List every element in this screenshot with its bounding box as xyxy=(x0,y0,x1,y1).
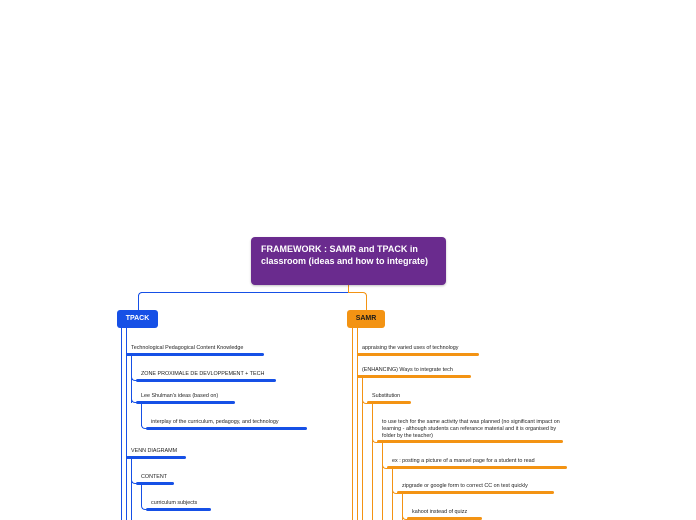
tpack-node-tpck[interactable]: Technological Pedagogical Content Knowledge xyxy=(131,345,244,351)
tpack-node-curriculum-line xyxy=(146,508,211,511)
content-sub-trunk xyxy=(141,484,142,505)
samr-node-tech-use-line xyxy=(377,440,563,443)
samr-node-substitution-line xyxy=(367,401,411,404)
tpack-node-venn-line xyxy=(126,456,186,459)
samr-node-zipgrade-line xyxy=(397,491,554,494)
tpack-node-interplay-line xyxy=(146,427,307,430)
tpack-branch-drop xyxy=(138,295,139,310)
tpack-node-venn[interactable]: VENN DIAGRAMM xyxy=(131,448,178,454)
samr-node-example-manuel[interactable]: ex : posting a picture of a manuel page for a student to read xyxy=(392,458,535,464)
samr-node-appraising[interactable]: appraising the varied uses of technology xyxy=(362,345,459,351)
tpack-node-zpd-line xyxy=(136,379,276,382)
tpack-trunk-2 xyxy=(126,328,127,520)
example-manuel-sub-trunk xyxy=(392,468,393,520)
substitution-sub-trunk xyxy=(372,403,373,520)
tpack-node-content[interactable]: CONTENT xyxy=(141,474,168,480)
samr-topic[interactable] xyxy=(347,310,385,328)
tpack-branch-line xyxy=(141,292,348,293)
samr-trunk xyxy=(352,328,353,520)
tpack-node-zpd[interactable]: ZONE PROXIMALE DE DEVLOPPEMENT + TECH xyxy=(141,371,265,377)
tpack-node-interplay[interactable]: interplay of the curriculum, pedagogy, and technology xyxy=(151,419,279,425)
samr-node-zipgrade[interactable]: zipgrade or google form to correct CC on test quickly xyxy=(402,483,528,489)
tech-use-sub-trunk xyxy=(382,442,383,520)
samr-node-appraising-line xyxy=(357,353,479,356)
root-connector xyxy=(348,285,349,292)
tpack-node-shulman-line xyxy=(136,401,235,404)
samr-node-kahoot[interactable]: kahoot instead of quizz xyxy=(412,509,468,515)
tpack-topic[interactable] xyxy=(117,310,158,328)
samr-branch-line xyxy=(348,292,363,293)
root-topic[interactable] xyxy=(251,237,446,285)
samr-node-substitution[interactable]: Substitution xyxy=(372,393,401,399)
samr-node-enhancing-line xyxy=(357,375,471,378)
samr-node-enhancing[interactable]: (ENHANCING) Ways to integrate tech xyxy=(362,367,453,373)
venn-sub-trunk xyxy=(131,458,132,520)
tpack-trunk xyxy=(121,328,122,520)
tpack-label: TPACK xyxy=(125,315,150,322)
samr-node-kahoot-line xyxy=(407,517,482,520)
tpack-node-tpck-line xyxy=(126,353,264,356)
samr-trunk-2 xyxy=(357,328,358,520)
root-title: FRAMEWORK : SAMR and TPACK in classroom (ideas and how to integrate) xyxy=(261,244,429,266)
samr-node-tech-use[interactable]: to use tech for the same activity that was planned (no significant impact on learning - although students can referance material and it is organised by folder by the teacher) xyxy=(382,419,560,439)
tpack-node-curriculum[interactable]: curriculum subjects xyxy=(151,500,198,506)
tpack-node-shulman[interactable]: Lee Shulman's ideas (based on) xyxy=(141,393,219,399)
samr-node-example-manuel-line xyxy=(387,466,567,469)
samr-branch-drop xyxy=(366,295,367,310)
samr-label: SAMR xyxy=(355,315,377,322)
